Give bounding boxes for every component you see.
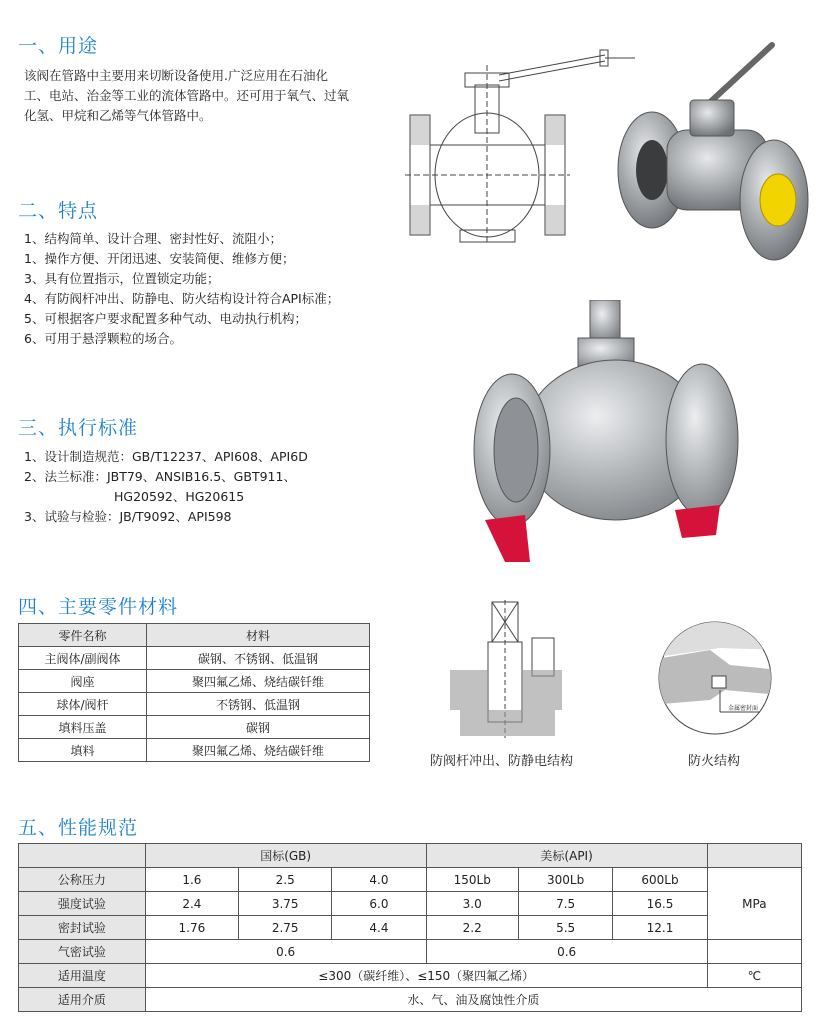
standards-list bbox=[24, 447, 308, 527]
header-empty bbox=[19, 844, 146, 868]
header-api: 美标(API) bbox=[426, 844, 707, 868]
part-material: 不锈钢、低温钢 bbox=[147, 693, 370, 716]
cell-value: 1.6 bbox=[145, 868, 238, 892]
cell-value: 水、气、油及腐蚀性介质 bbox=[145, 988, 801, 1012]
cell-value: 0.6 bbox=[145, 940, 426, 964]
caption-fireproof: 防火结构 bbox=[688, 754, 741, 769]
cell-value: 0.6 bbox=[426, 940, 707, 964]
caption-antistatic: 防阀杆冲出、防静电结构 bbox=[430, 754, 574, 769]
section-title-features: 二、特点 bbox=[18, 200, 99, 222]
part-name: 填料 bbox=[19, 739, 147, 762]
header-gb: 国标(GB) bbox=[145, 844, 426, 868]
table-row bbox=[19, 892, 802, 916]
row-label: 公称压力 bbox=[19, 868, 146, 892]
cell-value: 12.1 bbox=[613, 916, 707, 940]
cross-section-drawing bbox=[405, 45, 640, 250]
table-header-row bbox=[19, 844, 802, 868]
table-row bbox=[19, 693, 370, 716]
cell-value: 4.4 bbox=[332, 916, 426, 940]
use-line: 该阀在管路中主要用来切断设备使用.广泛应用在石油化 bbox=[24, 68, 328, 83]
cell-value: 300Lb bbox=[518, 868, 612, 892]
cell-value: 3.75 bbox=[239, 892, 332, 916]
cell-value: 5.5 bbox=[518, 916, 612, 940]
header-material: 材料 bbox=[147, 624, 370, 647]
part-material: 聚四氟乙烯、烧结碳钎维 bbox=[147, 739, 370, 762]
standard-item: 3、试验与检验：JB/T9092、API598 bbox=[24, 509, 232, 524]
standard-item: 1、设计制造规范：GB/T12237、API608、API6D bbox=[24, 449, 308, 464]
cell-value: ≤300（碳纤维）、≤150（聚四氟乙烯） bbox=[145, 964, 707, 988]
table-row bbox=[19, 739, 370, 762]
cell-value: 2.5 bbox=[239, 868, 332, 892]
feature-item: 6、可用于悬浮颗粒的场合。 bbox=[24, 331, 182, 346]
table-header-row bbox=[19, 624, 370, 647]
cell-value: 3.0 bbox=[426, 892, 518, 916]
section-title-use: 一、用途 bbox=[18, 35, 99, 57]
table-row bbox=[19, 916, 802, 940]
performance-table bbox=[18, 843, 802, 1012]
cell-value: 600Lb bbox=[613, 868, 707, 892]
use-line: 化氢、甲烷和乙烯等气体管路中。 bbox=[24, 108, 212, 123]
header-part-name: 零件名称 bbox=[19, 624, 147, 647]
cell-value: 16.5 bbox=[613, 892, 707, 916]
row-label: 气密试验 bbox=[19, 940, 146, 964]
cell-value: 2.4 bbox=[145, 892, 238, 916]
part-material: 碳钢 bbox=[147, 716, 370, 739]
cell-empty bbox=[707, 940, 801, 964]
table-row bbox=[19, 647, 370, 670]
part-material: 碳钢、不锈钢、低温钢 bbox=[147, 647, 370, 670]
cell-value: 4.0 bbox=[332, 868, 426, 892]
features-list bbox=[24, 229, 339, 349]
table-row bbox=[19, 716, 370, 739]
table-row bbox=[19, 868, 802, 892]
cell-value: 6.0 bbox=[332, 892, 426, 916]
feature-item: 1、结构简单、设计合理、密封性好、流阻小； bbox=[24, 231, 282, 246]
cell-value: 7.5 bbox=[518, 892, 612, 916]
standard-item: 2、法兰标准：JBT79、ANSIB16.5、GBT911、 bbox=[24, 469, 296, 484]
use-line: 工、电站、治金等工业的流体管路中。还可用于氧气、过氧 bbox=[24, 88, 350, 103]
table-row bbox=[19, 940, 802, 964]
cell-value: 150Lb bbox=[426, 868, 518, 892]
row-label: 强度试验 bbox=[19, 892, 146, 916]
section-title-materials: 四、主要零件材料 bbox=[18, 596, 179, 618]
table-row bbox=[19, 988, 802, 1012]
cell-value: 2.75 bbox=[239, 916, 332, 940]
use-description bbox=[24, 66, 404, 126]
cell-value: 2.2 bbox=[426, 916, 518, 940]
cell-value: 1.76 bbox=[145, 916, 238, 940]
unit-mpa: MPa bbox=[707, 868, 801, 940]
row-label: 适用介质 bbox=[19, 988, 146, 1012]
part-name: 球体/阀杆 bbox=[19, 693, 147, 716]
standard-item: HG20592、HG20615 bbox=[114, 489, 245, 504]
valve-photo-large bbox=[470, 300, 745, 568]
part-name: 阀座 bbox=[19, 670, 147, 693]
table-row bbox=[19, 964, 802, 988]
section-title-performance: 五、性能规范 bbox=[18, 817, 139, 839]
section-title-standards: 三、执行标准 bbox=[18, 417, 139, 439]
valve-photo-lever bbox=[612, 40, 817, 265]
fireproof-label: 金属密封面 bbox=[728, 705, 759, 712]
antistatic-structure-drawing bbox=[440, 600, 575, 740]
row-label: 密封试验 bbox=[19, 916, 146, 940]
part-name: 主阀体/副阀体 bbox=[19, 647, 147, 670]
row-label: 适用温度 bbox=[19, 964, 146, 988]
fireproof-structure-drawing bbox=[650, 620, 780, 738]
feature-item: 4、有防阀杆冲出、防静电、防火结构设计符合API标准； bbox=[24, 291, 340, 306]
materials-table bbox=[18, 623, 370, 762]
feature-item: 3、具有位置指示，位置锁定功能； bbox=[24, 271, 220, 286]
feature-item: 1、操作方便、开闭迅速、安装简便、维修方便； bbox=[24, 251, 295, 266]
part-name: 填料压盖 bbox=[19, 716, 147, 739]
table-row bbox=[19, 670, 370, 693]
part-material: 聚四氟乙烯、烧结碳钎维 bbox=[147, 670, 370, 693]
feature-item: 5、可根据客户要求配置多种气动、电动执行机构； bbox=[24, 311, 307, 326]
unit-celsius: ℃ bbox=[707, 964, 801, 988]
header-unit-empty bbox=[707, 844, 801, 868]
